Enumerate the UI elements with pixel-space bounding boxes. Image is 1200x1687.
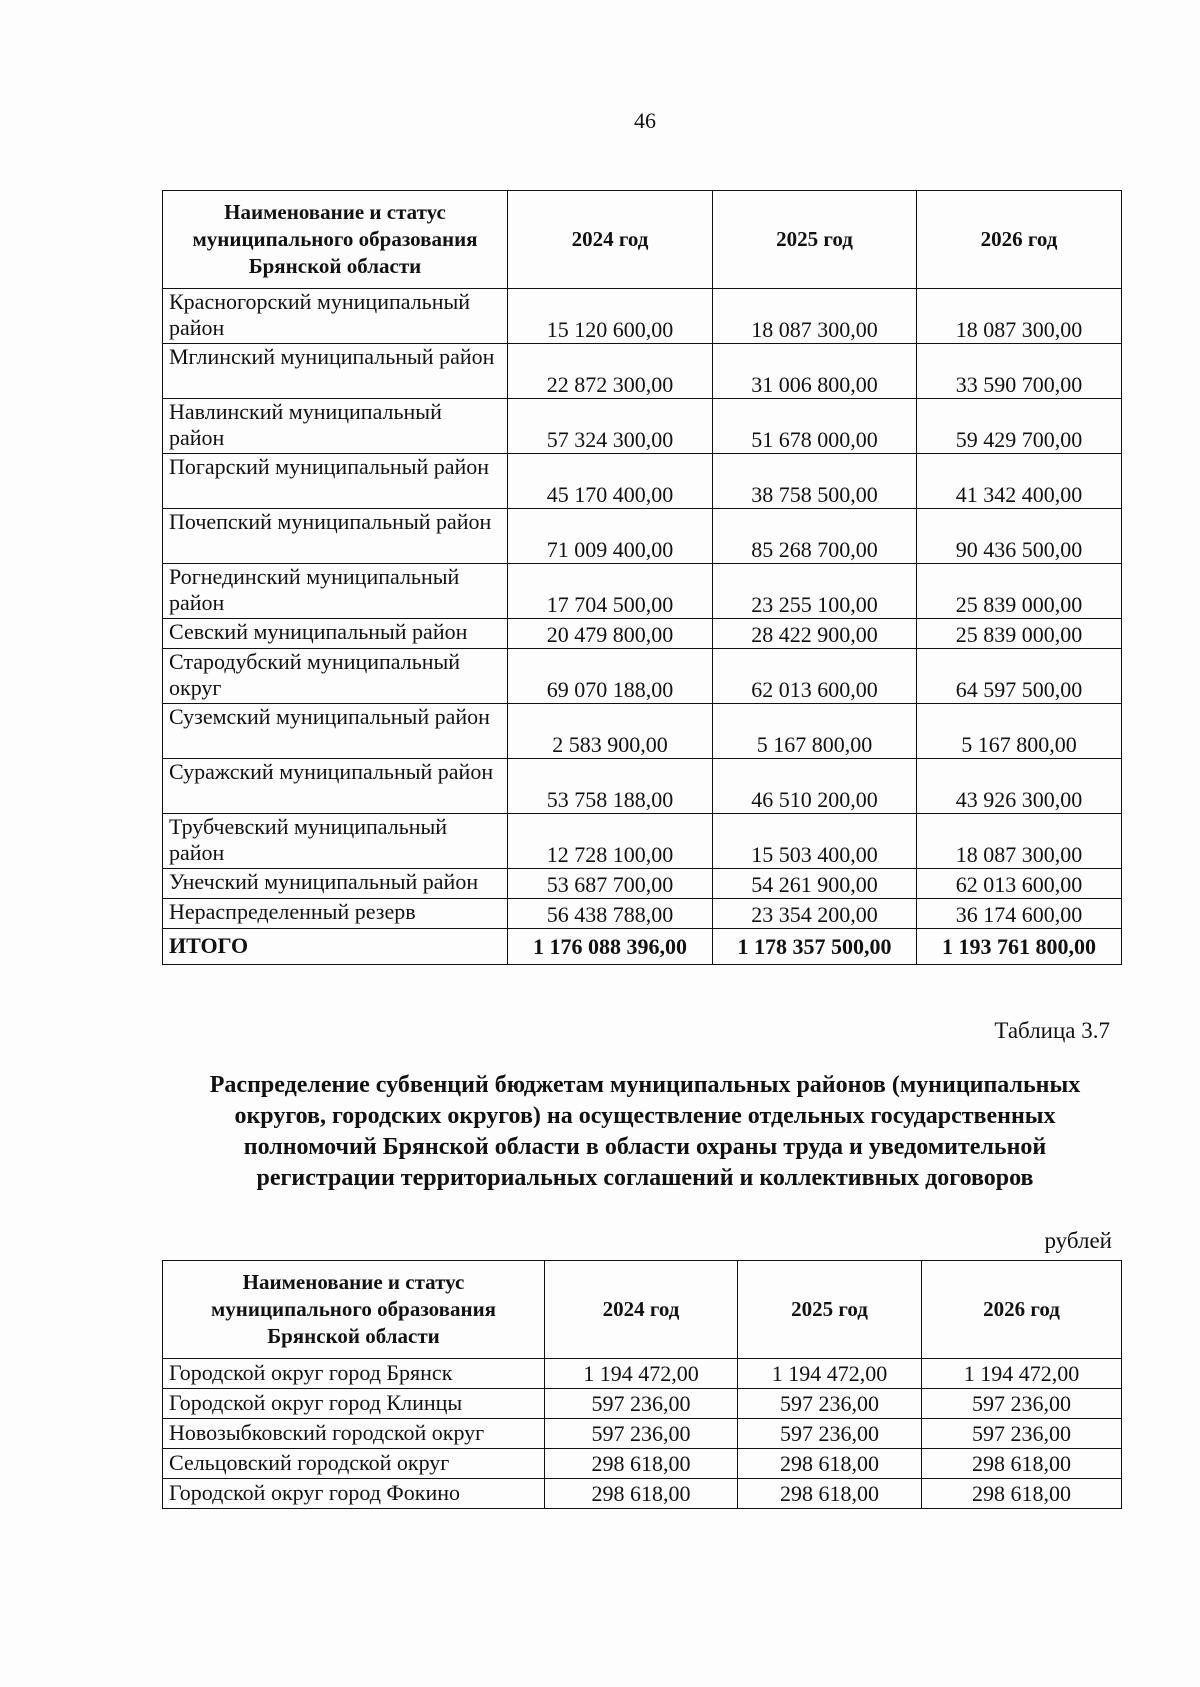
value-2026-cell: 43 926 300,00 (917, 759, 1122, 814)
header-municipality: Наименование и статус муниципального образования Брянской области (163, 1261, 545, 1359)
value-2024-cell: 22 872 300,00 (508, 344, 713, 399)
value-2025-cell: 15 503 400,00 (713, 814, 917, 869)
value-2024-cell: 17 704 500,00 (508, 564, 713, 619)
value-2026-cell: 18 087 300,00 (917, 289, 1122, 344)
table-body (163, 1359, 1122, 1509)
value-2025-cell: 31 006 800,00 (713, 344, 917, 399)
value-2026-cell: 64 597 500,00 (917, 649, 1122, 704)
municipality-name-cell: Почепский муниципальный район (163, 509, 508, 564)
municipality-name-cell: Суражский муниципальный район (163, 759, 508, 814)
value-2026-cell: 18 087 300,00 (917, 814, 1122, 869)
section-title: Распределение субвенций бюджетам муниципальных районов (муниципальных округов, городских округов) на осуществление отдельных государственных полномочий Брянской области в области охраны труда и уведомительной регистрации территориальных соглашений и коллективных договоров (209, 1072, 1081, 1191)
table-row (163, 1479, 1122, 1509)
units-label: рублей (1044, 1228, 1112, 1253)
municipality-name-cell: Унечский муниципальный район (163, 869, 508, 899)
municipality-name-cell: Сельцовский городской округ (163, 1449, 545, 1479)
table-row (163, 289, 1122, 344)
table-row (163, 454, 1122, 509)
value-2024-cell: 56 438 788,00 (508, 899, 713, 929)
municipality-name-cell: Городской округ город Фокино (163, 1479, 545, 1509)
municipality-name-cell: Городской округ город Брянск (163, 1359, 545, 1389)
value-2026-cell: 62 013 600,00 (917, 869, 1122, 899)
table-row (163, 399, 1122, 454)
value-2026-cell: 33 590 700,00 (917, 344, 1122, 399)
value-2025-cell: 597 236,00 (738, 1389, 922, 1419)
municipality-name-cell: Новозыбковский городской округ (163, 1419, 545, 1449)
value-2026-cell: 1 193 761 800,00 (917, 929, 1122, 965)
table-row (163, 759, 1122, 814)
municipality-name-cell: Нераспределенный резерв (163, 899, 508, 929)
value-2025-cell: 46 510 200,00 (713, 759, 917, 814)
municipality-name-cell: ИТОГО (163, 929, 508, 965)
table-row (163, 869, 1122, 899)
value-2025-cell: 38 758 500,00 (713, 454, 917, 509)
value-2025-cell: 298 618,00 (738, 1479, 922, 1509)
value-2024-cell: 12 728 100,00 (508, 814, 713, 869)
value-2025-cell: 5 167 800,00 (713, 704, 917, 759)
value-2025-cell: 1 194 472,00 (738, 1359, 922, 1389)
table-row (163, 509, 1122, 564)
table-row (163, 649, 1122, 704)
table-header-row (163, 191, 1122, 289)
value-2024-cell: 1 176 088 396,00 (508, 929, 713, 965)
labor-protection-subvention-table (162, 1260, 1122, 1509)
value-2026-cell: 298 618,00 (922, 1449, 1122, 1479)
municipality-name-cell: Красногорский муниципальный район (163, 289, 508, 344)
value-2024-cell: 53 758 188,00 (508, 759, 713, 814)
total-row (163, 929, 1122, 965)
header-2026: 2026 год (922, 1261, 1122, 1359)
municipality-name-cell: Городской округ город Клинцы (163, 1389, 545, 1419)
header-2024: 2024 год (508, 191, 713, 289)
header-2024: 2024 год (545, 1261, 738, 1359)
value-2024-cell: 597 236,00 (545, 1419, 738, 1449)
value-2025-cell: 18 087 300,00 (713, 289, 917, 344)
value-2026-cell: 25 839 000,00 (917, 619, 1122, 649)
value-2026-cell: 25 839 000,00 (917, 564, 1122, 619)
value-2024-cell: 2 583 900,00 (508, 704, 713, 759)
value-2024-cell: 1 194 472,00 (545, 1359, 738, 1389)
value-2026-cell: 597 236,00 (922, 1389, 1122, 1419)
table-row (163, 619, 1122, 649)
value-2025-cell: 597 236,00 (738, 1419, 922, 1449)
value-2026-cell: 1 194 472,00 (922, 1359, 1122, 1389)
value-2026-cell: 36 174 600,00 (917, 899, 1122, 929)
value-2024-cell: 71 009 400,00 (508, 509, 713, 564)
header-2025: 2025 год (738, 1261, 922, 1359)
value-2025-cell: 28 422 900,00 (713, 619, 917, 649)
municipality-name-cell: Рогнединский муниципальный район (163, 564, 508, 619)
value-2026-cell: 298 618,00 (922, 1479, 1122, 1509)
page-number: 46 (634, 108, 656, 133)
value-2026-cell: 597 236,00 (922, 1419, 1122, 1449)
header-municipality: Наименование и статус муниципального образования Брянской области (163, 191, 508, 289)
table-header-row (163, 1261, 1122, 1359)
value-2024-cell: 15 120 600,00 (508, 289, 713, 344)
value-2024-cell: 45 170 400,00 (508, 454, 713, 509)
municipality-name-cell: Мглинский муниципальный район (163, 344, 508, 399)
value-2026-cell: 5 167 800,00 (917, 704, 1122, 759)
value-2025-cell: 54 261 900,00 (713, 869, 917, 899)
municipality-name-cell: Навлинский муниципальный район (163, 399, 508, 454)
table-row (163, 899, 1122, 929)
value-2025-cell: 298 618,00 (738, 1449, 922, 1479)
value-2025-cell: 1 178 357 500,00 (713, 929, 917, 965)
municipality-name-cell: Суземский муниципальный район (163, 704, 508, 759)
value-2026-cell: 41 342 400,00 (917, 454, 1122, 509)
municipality-name-cell: Стародубский муниципальный округ (163, 649, 508, 704)
value-2024-cell: 69 070 188,00 (508, 649, 713, 704)
value-2025-cell: 23 354 200,00 (713, 899, 917, 929)
value-2024-cell: 53 687 700,00 (508, 869, 713, 899)
value-2026-cell: 90 436 500,00 (917, 509, 1122, 564)
table-row (163, 1449, 1122, 1479)
value-2024-cell: 20 479 800,00 (508, 619, 713, 649)
table-body (163, 289, 1122, 965)
value-2025-cell: 23 255 100,00 (713, 564, 917, 619)
table-number-label: Таблица 3.7 (994, 1018, 1110, 1043)
value-2024-cell: 298 618,00 (545, 1449, 738, 1479)
header-2026: 2026 год (917, 191, 1122, 289)
value-2025-cell: 85 268 700,00 (713, 509, 917, 564)
municipality-name-cell: Погарский муниципальный район (163, 454, 508, 509)
value-2025-cell: 62 013 600,00 (713, 649, 917, 704)
table-row (163, 704, 1122, 759)
value-2024-cell: 597 236,00 (545, 1389, 738, 1419)
value-2024-cell: 298 618,00 (545, 1479, 738, 1509)
municipality-name-cell: Севский муниципальный район (163, 619, 508, 649)
table-row (163, 564, 1122, 619)
header-2025: 2025 год (713, 191, 917, 289)
subsidy-table-continued (162, 190, 1122, 965)
table-row (163, 1419, 1122, 1449)
table-row (163, 344, 1122, 399)
table-row (163, 1359, 1122, 1389)
municipality-name-cell: Трубчевский муниципальный район (163, 814, 508, 869)
table-row (163, 814, 1122, 869)
value-2024-cell: 57 324 300,00 (508, 399, 713, 454)
value-2026-cell: 59 429 700,00 (917, 399, 1122, 454)
table-row (163, 1389, 1122, 1419)
value-2025-cell: 51 678 000,00 (713, 399, 917, 454)
